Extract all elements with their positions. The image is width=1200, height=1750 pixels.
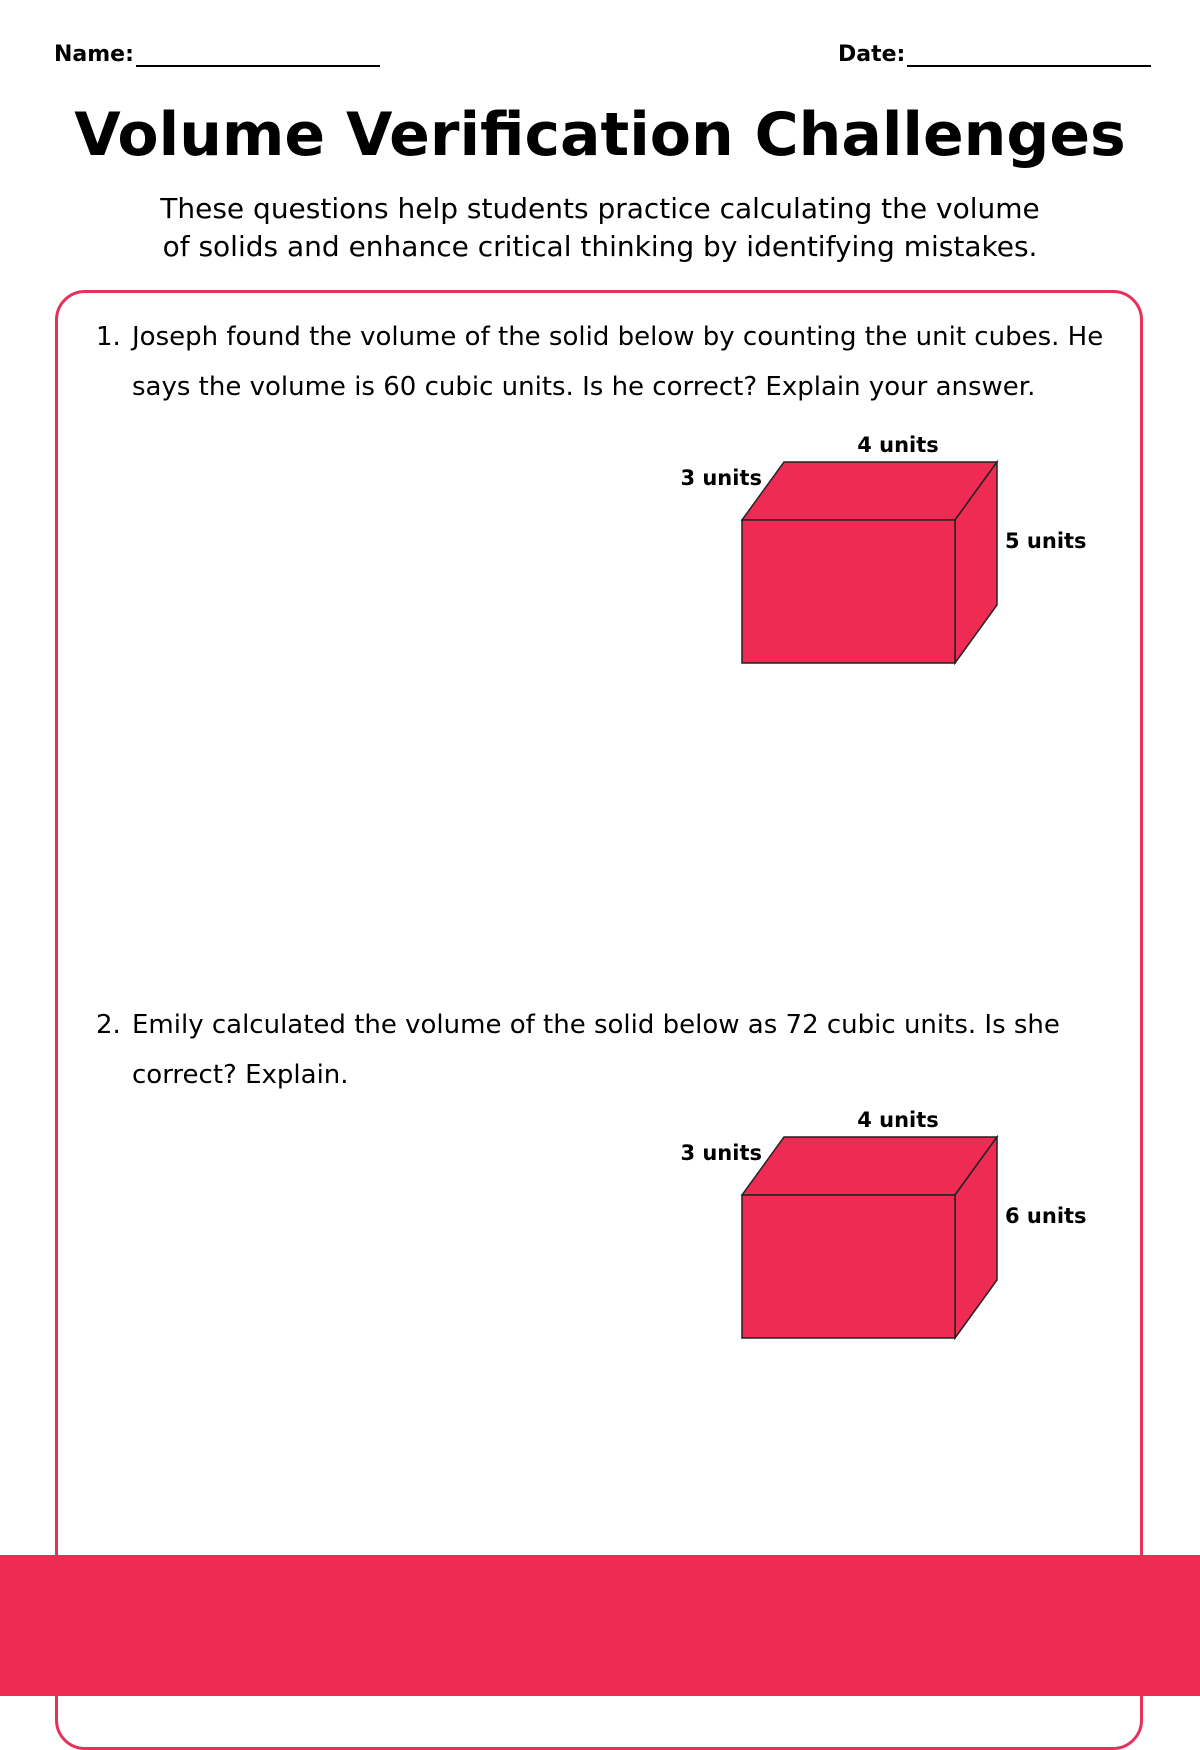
question-1 bbox=[96, 312, 1136, 412]
prism-2-depth-label: 3 units bbox=[680, 1141, 762, 1165]
prism-1-top-face bbox=[742, 462, 997, 520]
date-underline[interactable] bbox=[907, 43, 1151, 67]
page-subtitle bbox=[0, 190, 1200, 266]
question-2-text: Emily calculated the volume of the solid below as 72 cubic units. Is she correct? Explain. bbox=[132, 1010, 1060, 1090]
question-1-text: Joseph found the volume of the solid below by counting the unit cubes. He says the volume is 60 cubic units. Is he correct? Explain your answer. bbox=[132, 322, 1104, 402]
name-field[interactable] bbox=[54, 42, 380, 67]
rectangular-prism-figure-2 bbox=[670, 1095, 1090, 1345]
subtitle-line-1: These questions help students practice calculating the volume bbox=[160, 192, 1040, 225]
date-field[interactable] bbox=[838, 42, 1151, 67]
footer-band bbox=[0, 1555, 1200, 1696]
prism-1-front-face bbox=[742, 520, 955, 663]
prism-2-height-label: 6 units bbox=[1005, 1204, 1087, 1228]
question-2 bbox=[96, 1000, 1136, 1100]
question-2-number: 2. bbox=[96, 1010, 121, 1040]
prism-1-height-label: 5 units bbox=[1005, 529, 1087, 553]
name-underline[interactable] bbox=[136, 43, 380, 67]
page-title: Volume Verification Challenges bbox=[74, 100, 1126, 170]
prism-1-depth-label: 3 units bbox=[680, 466, 762, 490]
rectangular-prism-figure-1 bbox=[670, 420, 1090, 670]
prism-2-front-face bbox=[742, 1195, 955, 1338]
prism-2-width-label: 4 units bbox=[857, 1108, 939, 1132]
subtitle-line-2: of solids and enhance critical thinking by identifying mistakes. bbox=[162, 230, 1038, 263]
name-label: Name: bbox=[54, 42, 134, 67]
question-1-number: 1. bbox=[96, 322, 121, 352]
prism-2-top-face bbox=[742, 1137, 997, 1195]
date-label: Date: bbox=[838, 42, 906, 67]
prism-1-width-label: 4 units bbox=[857, 433, 939, 457]
